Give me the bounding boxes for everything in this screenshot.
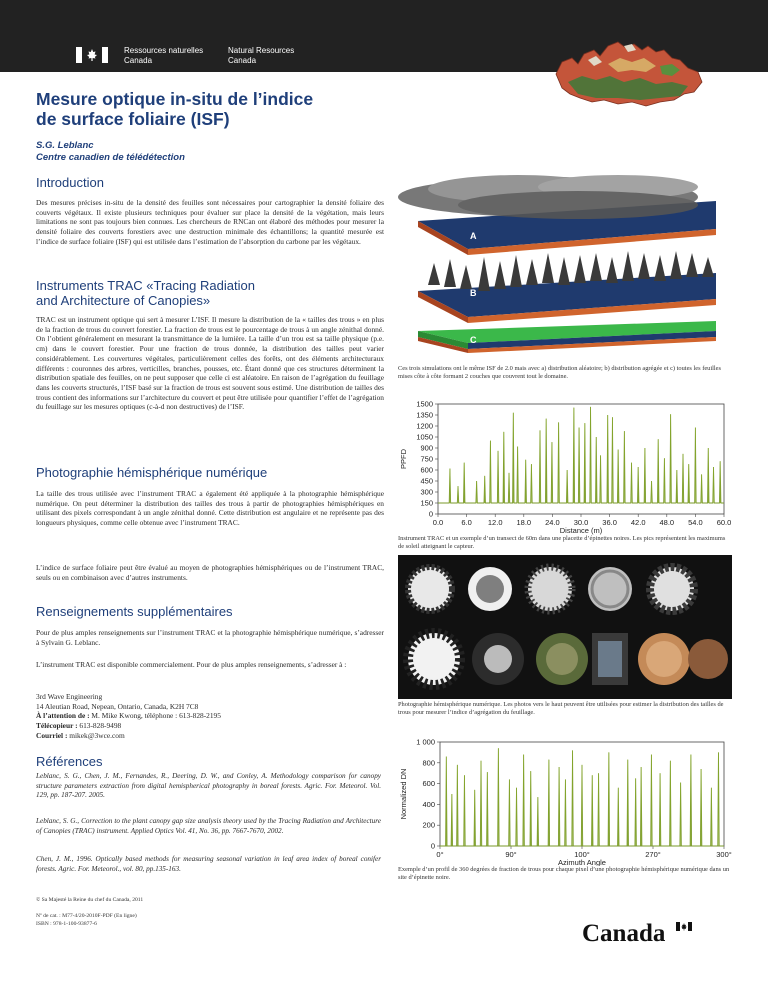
simulation-label-c: C [470, 335, 477, 345]
department-name-en [228, 46, 294, 66]
intro-text: Des mesures précises in-situ de la densité des feuilles sont nécessaires pour cartographier la densité foliaire des couverts végétaux. Il existe plusieurs techniques pour évaluer sur place la densité de la végétation, mais leurs limitations ne sont pas toujours bien connues. Les chercheurs de RNCan ont élaboré des méthodes pour mesurer la densité foliaire des couverts forestiers avec une destruction minimale des échantillons; la quantité mesurée est l’indice de surface foliaire (ISF) qui est utilisée dans l’estimation de l’absorption du carbone par les végétaux. [36, 198, 384, 246]
dept-fr-line1: Ressources naturelles [124, 46, 204, 55]
trac-heading [36, 278, 255, 308]
canada-map-image [548, 36, 706, 108]
simulation-label-a: A [470, 231, 477, 241]
y-tick-label: 300 [420, 487, 433, 497]
x-tick-label: 0° [436, 850, 444, 859]
dept-en-line1: Natural Resources [228, 46, 295, 55]
x-tick-label: 42.0 [630, 518, 646, 527]
y-tick-label: 900 [420, 443, 433, 453]
hemispherical-photos [398, 555, 732, 699]
simulation-caption: Ces trois simulations ont le même ISF de 2.0 mais avec a) distribution aléatoire; b) distribution agrégée et c) toutes les feuilles mises côte à côte formant 2 couches que couvrent tout le domaine. [398, 365, 722, 380]
azimuth-chart [398, 734, 732, 866]
y-tick-label: 0 [428, 509, 433, 519]
refs-heading: Références [36, 754, 103, 769]
ppfd-chart [398, 398, 732, 538]
y-tick-label: 600 [420, 465, 433, 475]
canada-wordmark: Canada [582, 920, 666, 947]
department-name-fr [124, 46, 203, 66]
y-tick-label: 450 [420, 476, 433, 486]
address-street: 14 Aleutian Road, Nepean, Ontario, Canada, K2H 7C8 [36, 701, 199, 711]
y-tick-label: 1050 [416, 432, 433, 442]
x-tick-label: 60.0 [716, 518, 732, 527]
y-tick-label: 1 000 [416, 737, 435, 747]
info-text-2: L’instrument TRAC est disponible commercialement. Pour de plus amples renseignements, s’adresser à : [36, 660, 347, 669]
reference-3: Chen, J. M., 1996. Optically based methods for measuring seasonal variation in leaf area index of boreal conifer forests. Agric. For. Meteorol., vol. 80, pp.135-163. [36, 855, 381, 873]
info-text-1: Pour de plus amples renseignements sur l’instrument TRAC et la photographie hémisphérique numérique, s’adresser à Sylvain G. Leblanc. [36, 628, 384, 647]
y-tick-label: 400 [422, 799, 435, 809]
attention-value: M. Mike Kwong, téléphone : 613-828-2195 [89, 711, 221, 721]
attention-label: À l’attention de : [36, 711, 90, 721]
dept-en-line2: Canada [228, 56, 257, 65]
x-tick-label: 90° [505, 850, 517, 859]
fax-value: 613-828-9498 [77, 721, 122, 731]
y-tick-label: 200 [422, 820, 435, 830]
dept-fr-line2: Canada [124, 56, 153, 65]
fax-label: Télécopieur : [36, 721, 78, 731]
x-tick-label: 54.0 [688, 518, 703, 527]
address-company: 3rd Wave Engineering [36, 692, 103, 701]
reference-2: Leblanc, S. G., Correction to the plant canopy gap size analysis theory used by the Tracing Radiation and Architecture of Canopies (TRAC) instrument. Applied Optics Vol. 41, No. 36, pp. 7667-7670, 2002. [36, 817, 381, 835]
y-tick-label: 750 [420, 454, 433, 464]
photo-text: La taille des trous utilisée avec l’instrument TRAC a également été appliquée à la photographie hémisphérique numérique. On peut déterminer la distribution des tailles des trous à partir de photographies hémisphériques en utilisant des pixels correspondant à un angle zénithal donné. Cette distribution est angulaire et ne représente pas des longueurs physiques, comme celle obtenue avec l’instrument TRAC. [36, 489, 384, 528]
catalogue-number: Nº de cat. : M77-4/20-2010F-PDF (En ligne) [36, 913, 137, 919]
author-organization: Centre canadien de télédétection [36, 152, 185, 163]
intro-heading: Introduction [36, 175, 104, 190]
hemi-caption: Photographie hémisphérique numérique. Les photos vers le haut peuvent être utilisées pour estimer la distribution des tailles de trous pour mesurer l’indice d’agrégation du feuillage. [398, 701, 724, 716]
x-axis-label: Distance (m) [559, 526, 603, 535]
title-line1: Mesure optique in-situ de l’indice [36, 89, 314, 109]
address-fax [36, 721, 384, 731]
page-title [36, 89, 376, 129]
author-block [36, 140, 185, 164]
y-tick-label: 1350 [416, 410, 433, 420]
x-tick-label: 6.0 [461, 518, 472, 527]
email-label: Courriel : [36, 730, 68, 740]
x-tick-label: 30.0 [573, 518, 589, 527]
trac-heading-line1: Instruments TRAC «Tracing Radiation [36, 278, 255, 293]
x-tick-label: 300° [716, 850, 732, 859]
simulation-label-b: B [470, 288, 477, 298]
y-tick-label: 600 [422, 779, 435, 789]
author-name: S.G. Leblanc [36, 140, 94, 151]
address-email [36, 731, 384, 741]
y-tick-label: 0 [430, 841, 435, 851]
email-value: mikek@3wce.com [67, 730, 125, 740]
x-tick-label: 270° [645, 850, 661, 859]
canada-wordmark-flag-icon [676, 922, 692, 931]
y-tick-label: 150 [420, 498, 433, 508]
y-tick-label: 1200 [416, 421, 433, 431]
isbn: ISBN : 978-1-100-93877-6 [36, 921, 97, 927]
trac-heading-line2: and Architecture of Canopies» [36, 293, 211, 308]
photo-heading: Photographie hémisphérique numérique [36, 465, 268, 480]
x-tick-label: 24.0 [545, 518, 560, 527]
address-attention [36, 711, 384, 721]
x-tick-label: 48.0 [659, 518, 675, 527]
trac-text: TRAC est un instrument optique qui sert à mesurer L’ISF. Il mesure la distribution de la « tailles des trous » en plus de la fraction de trous du couvert forestier. La fraction de trous est le pourcentage de trous à un angle zénithal donné. On l’obtient généralement en mesurant la transmittance de la lumière. La taille d’un trou est sa taille physique (p.e. cm) dans le couvert forestier. Pour une fraction de trous donnée, la distribution des tailles peut varier considérablement. Les couvertures végétales, particulièrement celles des forêts, ont des éléments architecturaux différents : couronnes des arbres, verticilles, branches, pousses, etc. Étant donné que ces structures déterminent la distribution spatiale des feuilles, on ne peut supposer que celle ci est aléatoire. En raison de l’agrégation du feuillage dans les couverts structurés, l’ISF basé sur la fraction de trous est souvent sous estimé. Une distribution de tailles des trous contient des informations sur l’architecture du couvert et peut être utilisée pour quantifier l’effet de l’agrégation du feuillage sur les mesures optiques (c-à-d non destructives) de l’ISF. [36, 315, 384, 412]
y-axis-label: PPFD [399, 448, 408, 470]
photo-text-2: L’indice de surface foliaire peut être évalué au moyen de photographies hémisphériques ou de l’instrument TRAC, seuls ou en combinaison avec d’autres instruments. [36, 563, 384, 582]
azimuth-caption: Exemple d’un profil de 360 degrées de fraction de trous pour chaque pixel d’une photographie hémisphérique numérique dans un site d’épinette noire. [398, 866, 730, 881]
y-axis-label: Normalized DN [399, 768, 408, 820]
copyright: © Sa Majesté la Reine du chef du Canada, 2011 [36, 897, 144, 903]
reference-1: Leblanc, S. G., Chen, J. M., Fernandes, R., Deering, D. W., and Conley, A. Methodology comparison for canopy structure parameters extraction from digital hemispherical photography in boreal forests. Agric. For. Meteorol. Vol. 129, pp. 187-207. 2005. [36, 772, 381, 800]
y-tick-label: 1500 [416, 399, 433, 409]
canada-flag-icon [76, 47, 108, 63]
x-axis-label: Azimuth Angle [558, 858, 606, 866]
x-tick-label: 12.0 [487, 518, 503, 527]
y-tick-label: 800 [422, 758, 435, 768]
address-block [36, 692, 384, 741]
x-tick-label: 36.0 [602, 518, 617, 527]
x-tick-label: 18.0 [516, 518, 532, 527]
info-heading: Renseignements supplémentaires [36, 604, 233, 619]
plot-area [438, 404, 724, 514]
simulation-figure [398, 173, 732, 361]
trac-caption: Instrument TRAC et un exemple d’un transect de 60m dans une placette d’épinettes noires. Les pics représentent les maximums de soleil atteignant le capteur. [398, 535, 726, 550]
x-tick-label: 100° [574, 850, 590, 859]
title-line2: de surface foliaire (ISF) [36, 109, 230, 129]
x-tick-label: 0.0 [432, 518, 444, 527]
